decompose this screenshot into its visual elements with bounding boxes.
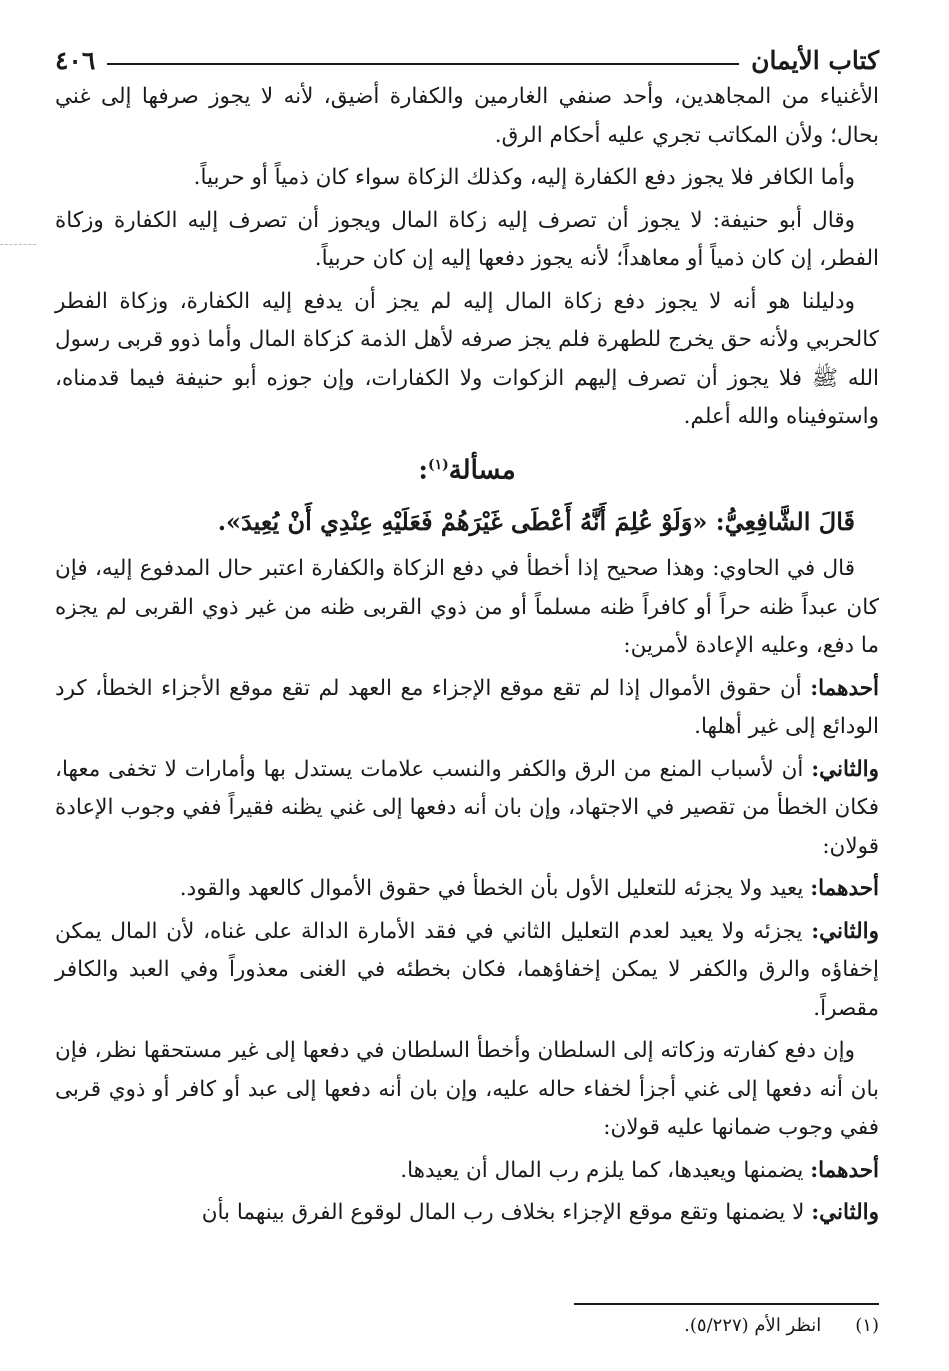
heading-text: مسألة	[448, 455, 516, 486]
paragraph-6-lead: أحدهما:	[810, 675, 879, 701]
paragraph-12-lead: والثاني:	[811, 1200, 879, 1226]
paragraph-2: وأما الكافر فلا يجوز دفع الكفارة إليه، وكذلك الزكاة سواء كان ذمياً أو حربياً.	[193, 165, 855, 190]
scan-mark	[0, 244, 36, 245]
footnote	[459, 1312, 879, 1340]
footnote-marker: (١)	[855, 1315, 879, 1336]
paragraph-10: وإن دفع كفارته وزكاته إلى السلطان وأخطأ السلطان في دفعها إلى غير مستحقها نظر، فإن بان أنه دفعها إلى غني أجزأ لخفاء حاله عليه، وإن بان أنه دفعها إلى عبد أو كافر أو ذوي قربى ففي وجوب ضمانها عليه قولان:	[55, 1038, 879, 1141]
quote-attribution: قَالَ الشَّافِعِيُّ:	[715, 507, 855, 537]
header-rule	[107, 63, 739, 65]
paragraph-8-text: يعيد ولا يجزئه للتعليل الأول بأن الخطأ في حقوق الأموال كالعهد والقود.	[179, 876, 811, 902]
section-heading	[55, 445, 879, 491]
paragraph-5: قال في الحاوي: وهذا صحيح إذا أخطأ في دفع الزكاة والكفارة اعتبر حال المدفوع إليه، فإن كان عبداً ظنه حراً أو كافراً ظنه مسلماً أو من ذوي القربى ظنه من غير ذوي القربى لم يجزه ما دفع، وعليه الإعادة لأمرين:	[55, 556, 879, 659]
page-number: ٤٠٦	[55, 46, 96, 75]
paragraph-8	[55, 870, 879, 909]
paragraph-9	[55, 913, 879, 1029]
footnote-rule	[574, 1303, 879, 1305]
paragraph-1: الأغنياء من المجاهدين، وأحد صنفي الغارمين والكفارة أضيق، لأنه لا يجوز صرفها إلى غني بحال؛ ولأن المكاتب تجري عليه أحكام الرق.	[55, 84, 879, 148]
paragraph-12-text: لا يضمنها وتقع موقع الإجزاء بخلاف رب المال لوقوع الفرق بينهما بأن	[201, 1200, 812, 1226]
paragraph-7	[55, 751, 879, 867]
paragraph-7-text: أن لأسباب المنع من الرق والكفر والنسب علامات يستدل بها وأمارات لا تخفى معها، فكان الخطأ من تقصير في الاجتهاد، وإن بان أنه دفعها إلى غني يظنه فقيراً ففي وجوب الإعادة قولان:	[55, 756, 879, 859]
footnote-ref: (١)	[427, 456, 449, 473]
paragraph-8-lead: أحدهما:	[810, 876, 879, 902]
paragraph-11-text: يضمنها ويعيدها، كما يلزم رب المال أن يعيدها.	[400, 1157, 811, 1183]
paragraph-9-text: يجزئه ولا يعيد لعدم التعليل الثاني في فقد الأمارة الدالة على غناه، لأن المال يمكن إخفاؤه والرق والكفر لا يمكن إخفاؤهما، فكان بخطئه في الغنى معذوراً وفي العبد والكافر مقصراً.	[55, 918, 879, 1021]
page-body	[55, 78, 879, 1233]
heading-colon: :	[418, 455, 428, 486]
paragraph-11	[55, 1152, 879, 1191]
paragraph-11-lead: أحدهما:	[810, 1157, 879, 1183]
paragraph-12	[55, 1194, 879, 1233]
paragraph-9-lead: والثاني:	[811, 918, 879, 944]
quote-text: «وَلَوْ عُلِمَ أَنَّهُ أَعْطَى غَيْرَهُمْ فَعَلَيْهِ عِنْدِي أَنْ يُعِيدَ».	[217, 507, 708, 537]
paragraph-7-lead: والثاني:	[811, 756, 879, 782]
paragraph-6-text: أن حقوق الأموال إذا لم تقع موقع الإجزاء مع العهد لم تقع موقع الأجزاء الخطأ، كرد الودائع إلى غير أهلها.	[55, 675, 879, 740]
shafii-quote	[55, 500, 879, 544]
paragraph-3: وقال أبو حنيفة: لا يجوز أن تصرف إليه زكاة المال ويجوز أن تصرف إليه الكفارة وزكاة الفطر، إن كان ذمياً أو معاهداً؛ لأنه يجوز دفعها إليه إن كان حربياً.	[55, 207, 879, 271]
paragraph-6	[55, 670, 879, 747]
running-title: كتاب الأيمان	[751, 46, 879, 75]
page-header	[55, 36, 879, 76]
paragraph-4: ودليلنا هو أنه لا يجوز دفع زكاة المال إليه لم يجز أن يدفع إليه الكفارة، وزكاة الفطر كالحربي ولأنه حق يخرج للطهرة فلم يجز صرفه لأهل الذمة كزكاة المال وأما ذوو قربى رسول الله ﷺ فلا يجوز أن تصرف إليهم الزكوات ولا الكفارات، وإن جوزه أبو حنيفة فيما قدمناه، واستوفيناه والله أعلم.	[55, 288, 879, 429]
footnote-text: انظر الأم (٥/٢٢٧).	[684, 1315, 822, 1336]
